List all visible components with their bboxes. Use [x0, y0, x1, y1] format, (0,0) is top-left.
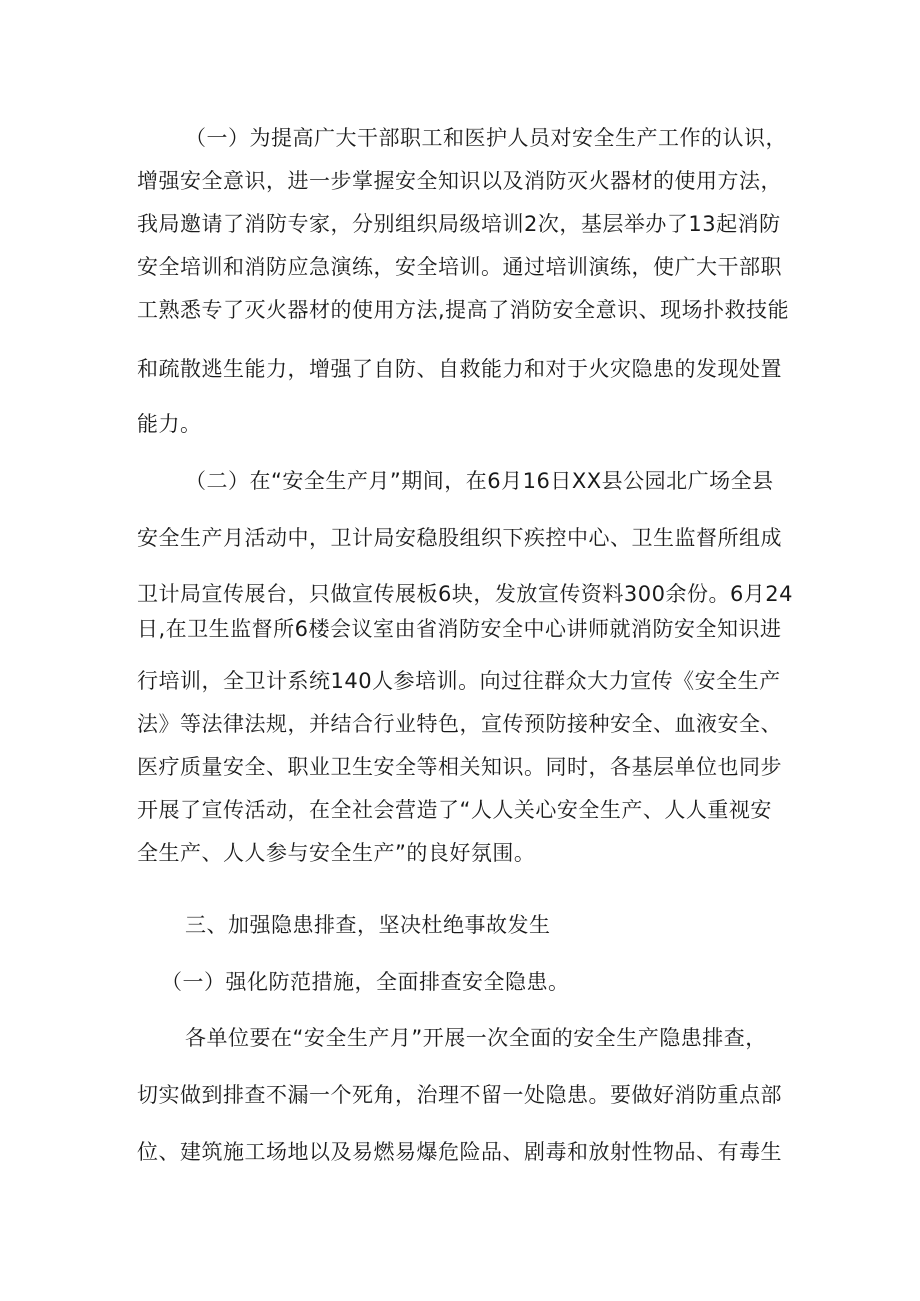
section-heading: 三、加强隐患排查，坚决杜绝事故发生: [185, 913, 551, 937]
paragraph-2-line-5: 行培训，全卫计系统140人参培训。向过往群众大力宣传《安全生产: [137, 669, 781, 693]
paragraph-2-line-1: （二）在“安全生产月”期间，在6月16日XX县公园北广场全县: [185, 469, 774, 493]
paragraph-1-line-2: 增强安全意识，进一步掌握安全知识以及消防灭火器材的使用方法，: [137, 169, 782, 193]
paragraph-3-line-2: 切实做到排查不漏一个死角，治理不留一处隐患。要做好消防重点部: [137, 1083, 782, 1107]
paragraph-2-line-2: 安全生产月活动中，卫计局安稳股组织下疾控中心、卫生监督所组成: [137, 526, 782, 550]
paragraph-2-line-4: 日,在卫生监督所6楼会议室由省消防安全中心讲师就消防安全知识进: [137, 617, 782, 641]
paragraph-1-line-6: 和疏散逃生能力，增强了自防、自救能力和对于火灾隐患的发现处置: [137, 357, 782, 381]
paragraph-2-line-7: 医疗质量安全、职业卫生安全等相关知识。同时，各基层单位也同步: [137, 755, 782, 779]
paragraph-3-line-3: 位、建筑施工场地以及易燃易爆危险品、剧毒和放射性物品、有毒生: [137, 1140, 782, 1164]
paragraph-3-line-1: 各单位要在“安全生产月”开展一次全面的安全生产隐患排查，: [185, 1026, 767, 1050]
paragraph-1-line-5: 工熟悉专了灭火器材的使用方法,提高了消防安全意识、现场扑救技能: [137, 298, 790, 322]
paragraph-1-line-4: 安全培训和消防应急演练，安全培训。通过培训演练，使广大干部职: [137, 255, 782, 279]
paragraph-2-line-8: 开展了宣传活动，在全社会营造了“人人关心安全生产、人人重视安: [137, 798, 772, 822]
paragraph-1-line-3: 我局邀请了消防专家，分别组织局级培训2次，基层举办了13起消防: [137, 212, 781, 236]
paragraph-2-line-3: 卫计局宣传展台，只做宣传展板6块，发放宣传资料300余份。6月24: [137, 582, 794, 606]
paragraph-2-line-6: 法》等法律法规，并结合行业特色，宣传预防接种安全、血液安全、: [137, 712, 782, 736]
paragraph-1-line-7: 能力。: [137, 412, 202, 436]
subsection-heading: （一）强化防范措施，全面排查安全隐患。: [161, 970, 570, 994]
paragraph-1-line-1: （一）为提高广大干部职工和医护人员对安全生产工作的认识，: [185, 126, 787, 150]
paragraph-2-line-9: 全生产、人人参与安全生产”的良好氛围。: [137, 841, 536, 865]
